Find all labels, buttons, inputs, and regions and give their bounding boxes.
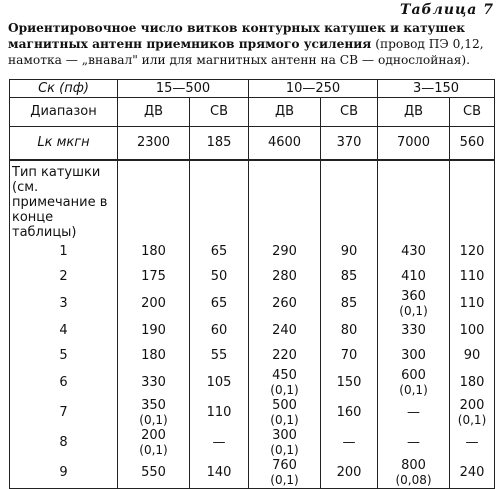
coil-type-cell: 4 xyxy=(10,319,118,344)
turns-cell xyxy=(321,289,378,319)
turns-value: 160 xyxy=(336,405,362,420)
table-row xyxy=(10,265,495,290)
turns-value: 50 xyxy=(210,268,228,284)
turns-value: 240 xyxy=(459,465,485,480)
turns-cell xyxy=(249,319,321,344)
wire-diameter-note: (0,1) xyxy=(457,413,487,427)
turns-cell xyxy=(378,240,450,265)
turns-value: 280 xyxy=(272,268,297,284)
turns-cell xyxy=(321,265,378,290)
turns-cell xyxy=(378,458,450,489)
turns-value: 200 xyxy=(336,465,362,480)
band-label: Диапазон xyxy=(10,98,118,127)
header-row-band xyxy=(10,98,495,127)
turns-value: — xyxy=(407,405,421,420)
turns-value: 180 xyxy=(459,375,485,390)
turns-cell xyxy=(118,289,190,319)
turns-cell xyxy=(450,240,495,265)
turns-value: 450 xyxy=(272,368,297,383)
turns-value: 60 xyxy=(210,323,228,339)
data-rows xyxy=(10,240,495,489)
lk-cell: 2300 xyxy=(118,127,190,161)
turns-value: 110 xyxy=(459,296,485,311)
turns-cell xyxy=(118,368,190,398)
turns-cell xyxy=(450,458,495,489)
turns-value: 300 xyxy=(272,428,297,443)
coil-type-cell: 7 xyxy=(10,398,118,428)
turns-cell xyxy=(190,398,249,428)
table-row xyxy=(10,289,495,319)
turns-cell xyxy=(321,458,378,489)
table-row xyxy=(10,428,495,458)
turns-cell xyxy=(249,368,321,398)
turns-value: 105 xyxy=(206,375,232,390)
caption-bold: Ориентировочное число витков контурных катушек и катушек магнитных антенн приемников прямого усиления xyxy=(8,21,466,51)
turns-cell xyxy=(378,428,450,458)
wire-diameter-note: (0,1) xyxy=(270,473,299,487)
table-label: Таблица 7 xyxy=(400,2,494,18)
band-cell: СВ xyxy=(450,98,495,127)
turns-value: 430 xyxy=(401,244,426,260)
turns-value: 330 xyxy=(401,323,426,339)
turns-cell xyxy=(118,458,190,489)
coil-type-cell: 6 xyxy=(10,368,118,398)
wire-diameter-note: (0,1) xyxy=(270,383,299,397)
turns-value: 550 xyxy=(141,465,166,480)
wire-diameter-note: (0,1) xyxy=(399,304,428,318)
turns-cell xyxy=(378,289,450,319)
band-cell: ДВ xyxy=(249,98,321,127)
turns-cell xyxy=(450,319,495,344)
turns-value: 200 xyxy=(141,296,166,311)
turns-cell xyxy=(378,398,450,428)
turns-value: 70 xyxy=(340,347,358,363)
turns-cell xyxy=(321,319,378,344)
type-header: Тип катушки (см. примечание в конце таблицы) xyxy=(10,160,118,240)
band-cell: СВ xyxy=(190,98,249,127)
wire-diameter-note: (0,1) xyxy=(139,443,168,457)
turns-value: 65 xyxy=(210,296,228,311)
turns-value: 80 xyxy=(340,323,358,339)
turns-value: 55 xyxy=(210,347,228,363)
header-row-inductance xyxy=(10,127,495,161)
table-row xyxy=(10,458,495,489)
turns-cell xyxy=(118,344,190,369)
turns-cell xyxy=(450,265,495,290)
turns-value: 180 xyxy=(141,244,166,260)
type-header-row xyxy=(10,160,495,240)
turns-value: 800 xyxy=(401,458,426,473)
turns-value: 110 xyxy=(206,405,232,420)
turns-cell xyxy=(118,265,190,290)
turns-value: 330 xyxy=(141,375,166,390)
turns-value: 175 xyxy=(141,268,166,284)
turns-value: 85 xyxy=(340,296,358,311)
table-row xyxy=(10,319,495,344)
turns-cell xyxy=(450,344,495,369)
turns-cell xyxy=(321,344,378,369)
lk-cell: 185 xyxy=(190,127,249,161)
turns-cell xyxy=(249,398,321,428)
turns-value: 220 xyxy=(272,347,297,363)
turns-value: 200 xyxy=(459,398,485,413)
turns-value: 600 xyxy=(401,368,426,383)
turns-value: 100 xyxy=(459,323,485,339)
table-row xyxy=(10,240,495,265)
caption-normal: (провод ПЭ 0,12, намотка — „внавал" или для магнитных антенн на СВ — однослойная). xyxy=(8,37,484,67)
turns-cell xyxy=(190,265,249,290)
turns-value: 290 xyxy=(272,244,297,260)
turns-cell xyxy=(249,240,321,265)
turns-cell xyxy=(450,289,495,319)
turns-value: 120 xyxy=(459,244,485,260)
turns-cell xyxy=(190,428,249,458)
turns-value: 110 xyxy=(459,268,485,284)
wire-diameter-note: (0,1) xyxy=(270,443,299,457)
header-row-capacitance xyxy=(10,80,495,98)
turns-cell xyxy=(190,344,249,369)
turns-cell xyxy=(378,319,450,344)
coil-turns-table xyxy=(9,79,495,489)
coil-type-cell: 5 xyxy=(10,344,118,369)
coil-type-cell: 9 xyxy=(10,458,118,489)
turns-value: — xyxy=(342,435,356,450)
wire-diameter-note: (0,1) xyxy=(270,413,299,427)
turns-cell xyxy=(321,428,378,458)
table-caption xyxy=(8,20,496,68)
coil-type-cell: 1 xyxy=(10,240,118,265)
turns-value: 85 xyxy=(340,268,358,284)
wire-diameter-note: (0,1) xyxy=(399,383,428,397)
turns-cell xyxy=(450,428,495,458)
turns-cell xyxy=(190,240,249,265)
table-row xyxy=(10,368,495,398)
turns-value: 360 xyxy=(401,289,426,304)
turns-value: 760 xyxy=(272,458,297,473)
turns-cell xyxy=(450,398,495,428)
turns-cell xyxy=(249,265,321,290)
lk-cell: 4600 xyxy=(249,127,321,161)
turns-cell xyxy=(249,344,321,369)
turns-cell xyxy=(378,265,450,290)
wire-diameter-note: (0,1) xyxy=(139,413,168,427)
turns-cell xyxy=(321,398,378,428)
turns-value: — xyxy=(407,435,421,450)
turns-value: 140 xyxy=(206,465,232,480)
turns-value: — xyxy=(212,435,226,450)
turns-cell xyxy=(118,240,190,265)
coil-type-cell: 3 xyxy=(10,289,118,319)
turns-cell xyxy=(321,368,378,398)
turns-cell xyxy=(249,289,321,319)
turns-value: 180 xyxy=(141,347,166,363)
ck-label: Cк (пф) xyxy=(10,80,118,98)
turns-value: 300 xyxy=(401,347,426,363)
turns-value: 190 xyxy=(141,323,166,339)
band-cell: ДВ xyxy=(118,98,190,127)
turns-value: 90 xyxy=(340,244,358,260)
turns-cell xyxy=(118,319,190,344)
turns-cell xyxy=(190,289,249,319)
turns-value: 260 xyxy=(272,296,297,311)
table-row xyxy=(10,344,495,369)
coil-type-cell: 8 xyxy=(10,428,118,458)
turns-cell xyxy=(378,344,450,369)
turns-cell xyxy=(190,319,249,344)
turns-cell xyxy=(118,398,190,428)
lk-cell: 370 xyxy=(321,127,378,161)
turns-value: 500 xyxy=(272,398,297,413)
range-cell: 3—150 xyxy=(378,80,495,98)
range-cell: 10—250 xyxy=(249,80,378,98)
coil-type-cell: 2 xyxy=(10,265,118,290)
turns-cell xyxy=(190,368,249,398)
turns-value: 150 xyxy=(336,375,362,390)
turns-cell xyxy=(450,368,495,398)
turns-value: 200 xyxy=(141,428,166,443)
lk-label: Lк мкгн xyxy=(10,127,118,161)
table-row xyxy=(10,398,495,428)
turns-value: 65 xyxy=(210,244,228,260)
lk-cell: 7000 xyxy=(378,127,450,161)
wire-diameter-note: (0,08) xyxy=(395,473,432,487)
turns-cell xyxy=(249,428,321,458)
turns-value: 90 xyxy=(463,347,481,363)
turns-cell xyxy=(378,368,450,398)
turns-value: 350 xyxy=(141,398,166,413)
lk-cell: 560 xyxy=(450,127,495,161)
turns-value: 410 xyxy=(401,268,426,284)
turns-cell xyxy=(118,428,190,458)
turns-cell xyxy=(190,458,249,489)
turns-value: — xyxy=(465,435,479,450)
band-cell: СВ xyxy=(321,98,378,127)
turns-cell xyxy=(321,240,378,265)
band-cell: ДВ xyxy=(378,98,450,127)
turns-value: 240 xyxy=(272,323,297,339)
turns-cell xyxy=(249,458,321,489)
range-cell: 15—500 xyxy=(118,80,249,98)
